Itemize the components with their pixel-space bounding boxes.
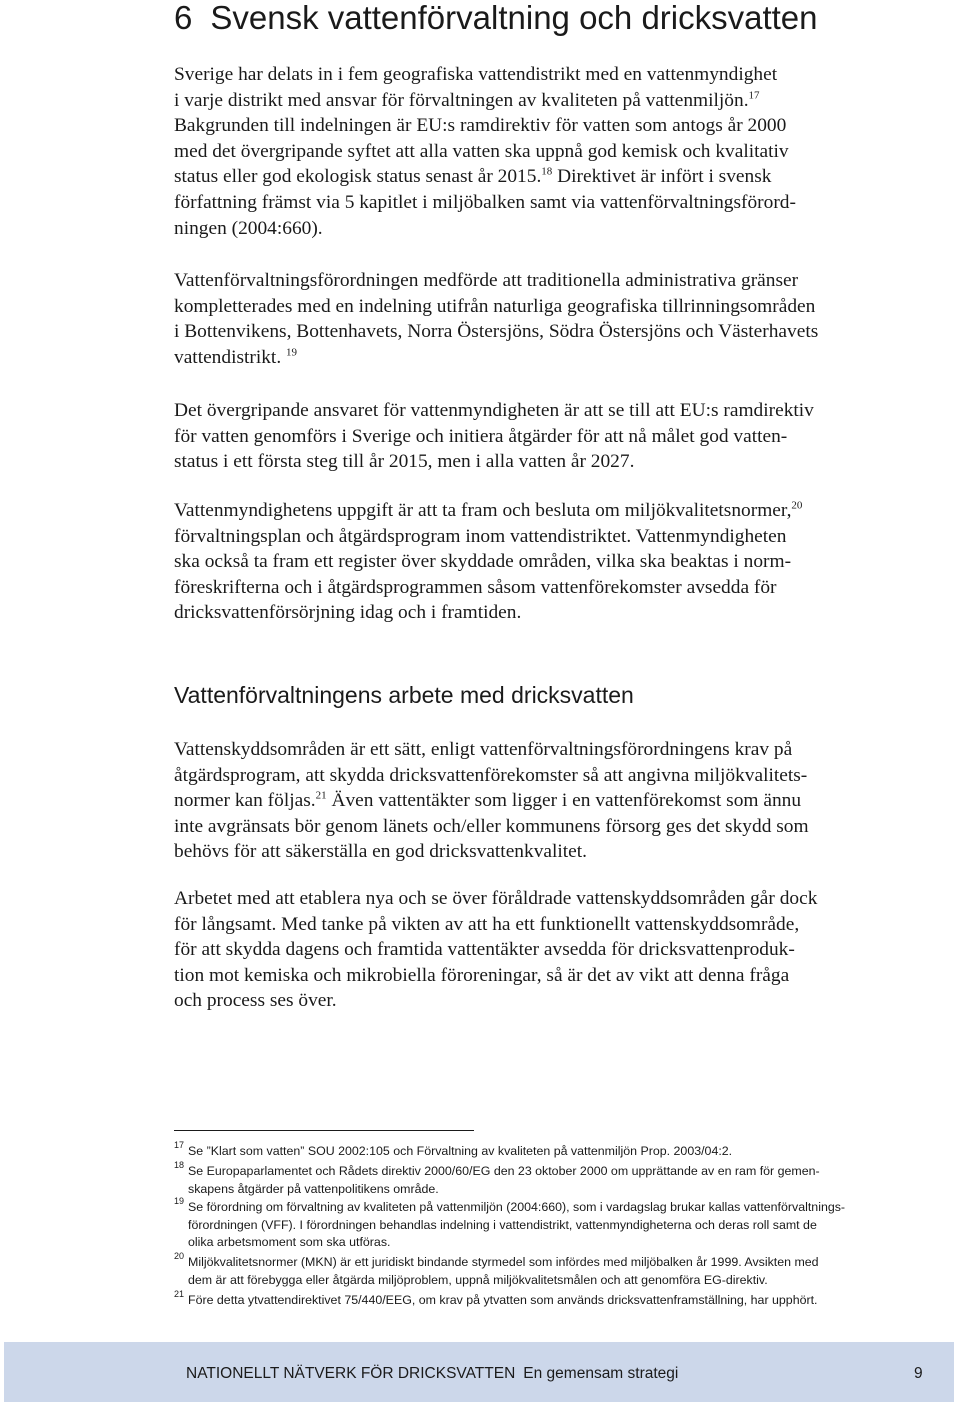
footnote-line: dem är att förebygga eller åtgärda miljöproblem, uppnå miljökvalitetsmålen och att genomföra EG-direktiv. — [188, 1272, 768, 1287]
text-line: och process ses över. — [174, 990, 337, 1012]
text-line: status i ett första steg till år 2015, men i alla vatten år 2027. — [174, 451, 635, 473]
footnote-ref-17[interactable]: 17 — [748, 89, 760, 102]
text-line: Vattenförvaltningsförordningen medförde att traditionella administrativa gränser — [174, 270, 799, 291]
footnote-line: Se förordning om förvaltning av kvaliteten på vattenmiljön (2004:660), som i vardagslag brukar kallas vattenförvaltnings- — [188, 1200, 846, 1214]
text-line: inte avgränsats bör genom länets och/eller kommunens försorg ges det skydd som — [174, 815, 809, 837]
text-line: behövs för att säkerställa en god dricksvattenkvalitet. — [174, 841, 587, 863]
footnote-18 — [174, 1160, 934, 1198]
footnote-number: 17 — [174, 1140, 185, 1150]
text-line: ska också ta fram ett register över skyddade områden, vilka ska beaktas i norm- — [174, 551, 792, 573]
text-line: för långsamt. Med tanke på vikten av att ha ett funktionellt vattenskyddsområde, — [174, 913, 800, 935]
footnote-ref-18[interactable]: 18 — [541, 165, 553, 178]
text-line: Det övergripande ansvaret för vattenmyndigheten är att se till att EU:s ramdirektiv — [174, 400, 814, 421]
text-line: tion mot kemiska och mikrobiella föroreningar, så är det av vikt att denna fråga — [174, 964, 790, 986]
paragraph-responsibility — [174, 398, 934, 475]
text-line: kompletterades med en indelning utifrån naturliga geografiska tillrinningsområden — [174, 295, 816, 317]
text-line: för vatten genomförs i Sverige och initiera åtgärder för att nå målet god vatten- — [174, 425, 788, 447]
footnote-line: skapens åtgärder på vattenpolitikens område. — [188, 1181, 439, 1196]
footnote-line: Miljökvalitetsnormer (MKN) är ett juridiskt bindande styrmedel som infördes med miljöbalken år 1999. Avsikten med — [188, 1255, 819, 1269]
text-line — [174, 498, 934, 524]
text-run: Vattenmyndighetens uppgift är att ta fram och besluta om miljökvalitetsnormer, — [174, 500, 792, 521]
text-line: i Bottenvikens, Bottenhavets, Norra Östersjöns, Södra Östersjöns och Västerhavets — [174, 321, 819, 343]
text-line — [174, 164, 934, 190]
footnote-line: Före detta ytvattendirektivet 75/440/EEG, om krav på ytvatten som används dricksvattenframställning, har upphört. — [188, 1293, 818, 1307]
chapter-number: 6 — [174, 0, 193, 36]
text-line: åtgärdsprogram, att skydda dricksvattenförekomster så att angivna miljökvalitets- — [174, 764, 808, 786]
section-heading: Vattenförvaltningens arbete med dricksvatten — [174, 682, 634, 708]
footer-subtitle: En gemensam strategi — [523, 1365, 679, 1382]
footnote-line: olika arbetsmoment som ska utföras. — [188, 1235, 391, 1250]
text-line: Bakgrunden till indelningen är EU:s ramdirektiv för vatten som antogs år 2000 — [174, 115, 787, 137]
text-run: i varje distrikt med ansvar för förvaltningen av kvaliteten på vattenmiljön. — [174, 89, 749, 111]
text-line: författning främst via 5 kapitlet i miljöbalken samt via vattenförvaltningsförord- — [174, 191, 796, 213]
footnote-divider — [174, 1130, 474, 1131]
text-run: vattendistrikt. — [174, 346, 287, 368]
text-run: normer kan följas. — [174, 790, 316, 812]
paragraph-authority-task — [174, 498, 934, 626]
footnote-20 — [174, 1251, 934, 1289]
text-line — [174, 788, 934, 814]
chapter-heading — [174, 0, 818, 38]
footnote-number: 20 — [174, 1251, 185, 1261]
footnote-ref-19[interactable]: 19 — [286, 346, 298, 359]
text-line: med det övergripande syftet att alla vatten ska uppnå god kemisk och kvalitativ — [174, 140, 789, 162]
footnote-number: 18 — [174, 1160, 185, 1170]
footnote-number: 21 — [174, 1289, 185, 1299]
paragraph-work-progress — [174, 886, 934, 1014]
footnote-number: 19 — [174, 1196, 185, 1206]
paragraph-water-districts — [174, 62, 934, 241]
text-line — [174, 345, 934, 371]
paragraph-ordinance — [174, 268, 934, 370]
page-number: 9 — [914, 1365, 923, 1382]
footnote-ref-21[interactable]: 21 — [315, 789, 327, 802]
footnote-17 — [174, 1140, 934, 1161]
text-line: förvaltningsplan och åtgärdsprogram inom vattendistriktet. Vattenmyndigheten — [174, 525, 787, 547]
footnote-ref-20[interactable]: 20 — [791, 499, 803, 512]
chapter-title: Svensk vattenförvaltning och dricksvatten — [210, 0, 818, 36]
footer-title — [186, 1364, 678, 1384]
text-line: Arbetet med att etablera nya och se över föråldrade vattenskyddsområden går dock — [174, 888, 818, 909]
footnote-19 — [174, 1196, 934, 1252]
text-run: status eller god ekologisk status senast år 2015. — [174, 166, 542, 188]
text-line: dricksvattenförsörjning idag och i framtiden. — [174, 602, 522, 624]
text-line: ningen (2004:660). — [174, 217, 323, 239]
footnote-line: Se ”Klart som vatten” SOU 2002:105 och Förvaltning av kvaliteten på vattenmiljön Prop. 2003/04:2. — [188, 1144, 733, 1158]
paragraph-protection-areas — [174, 737, 934, 865]
footnote-line: Se Europaparlamentet och Rådets direktiv 2000/60/EG den 23 oktober 2000 om upprättande av en ram för gemen- — [188, 1164, 820, 1178]
text-run: Direktivet är infört i svensk — [552, 166, 772, 188]
text-line: Vattenskyddsområden är ett sätt, enligt vattenförvaltningsförordningens krav på — [174, 739, 793, 760]
footer-network-name: NATIONELLT NÄTVERK FÖR DRICKSVATTEN — [186, 1365, 516, 1382]
text-run: Även vattentäkter som ligger i en vattenförekomst som ännu — [326, 790, 802, 812]
text-line: för att skydda dagens och framtida vattentäkter avsedda för dricksvattenproduk- — [174, 939, 795, 961]
footnote-line: förordningen (VFF). I förordningen behandlas indelning i vattendistrikt, vattenmyndigheterna och deras roll samt de — [188, 1217, 817, 1232]
text-line: föreskrifterna och i åtgärdsprogrammen såsom vattenförekomster avsedda för — [174, 576, 777, 598]
footnote-21 — [174, 1289, 934, 1310]
text-line — [174, 88, 934, 114]
text-line: Sverige har delats in i fem geografiska vattendistrikt med en vattenmyndighet — [174, 64, 778, 85]
